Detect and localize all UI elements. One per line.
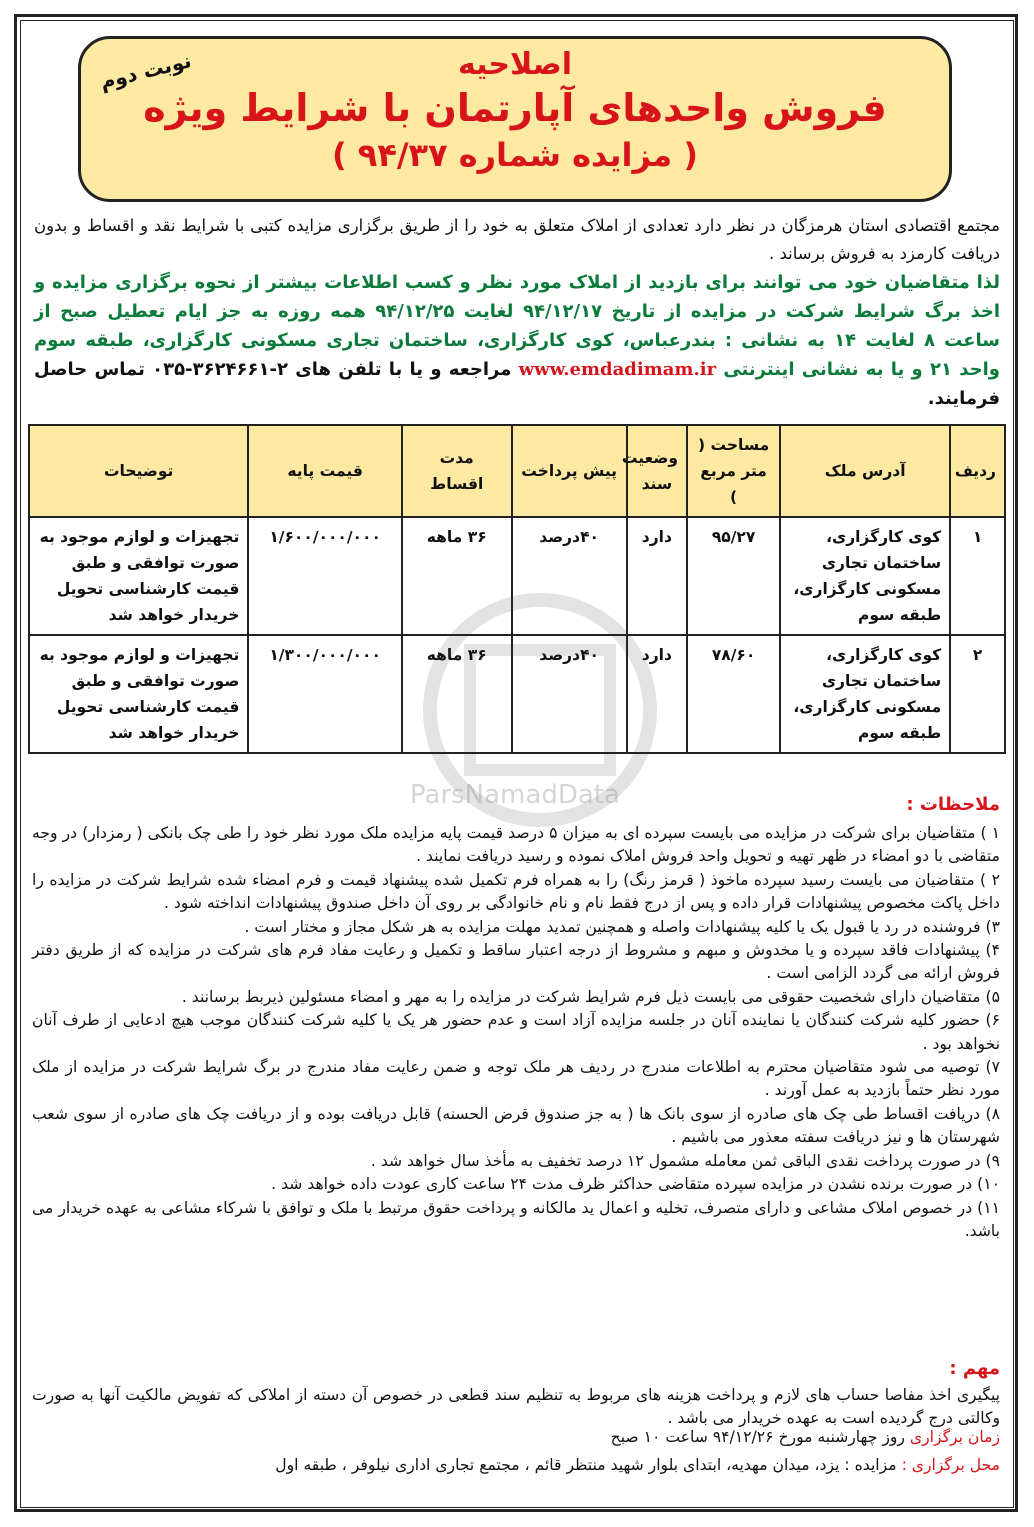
cell-prepayment: ۴۰درصد [512, 517, 627, 635]
cell-address: کوی کارگزاری، ساختمان تجاری مسکونی کارگزاری، طبقه سوم [780, 635, 950, 753]
note-item: ۵) متقاضیان دارای شخصیت حقوقی می بایست ذیل فرم شرایط شرکت در مزایده را به مهر و امضاء مسئولین ذیربط برسانند . [181, 987, 1000, 1006]
cell-notes: تجهیزات و لوازم موجود به صورت توافقی و طبق قیمت کارشناسی تحویل خریدار خواهد شد [29, 635, 248, 753]
note-item: ۲ ) متقاضیان می بایست رسید سپرده ماخوذ ( قرمز رنگ) را به همراه فرم تکمیل شده پیشنهاد قیمت و فرم امضاء شده شرایط شرکت در مزایده را داخل پاکت مخصوص پیشنهادات قرار داده و پس از درج فقط نام و نام خانوادگی بر روی آن داخل صندوق پیشنهادات انداخته شود . [32, 870, 1000, 913]
header-row-number: ردیف [950, 425, 1005, 517]
note-item: ۹) در صورت پرداخت نقدی الباقی ثمن معامله مشمول ۱۲ درصد تخفیف به مأخذ سال خواهد شد . [370, 1151, 1000, 1170]
header-title-main: فروش واحدهای آپارتمان با شرایط ویژه [143, 86, 887, 130]
note-item: ۸) دریافت اقساط طی چک های صادره از سوی بانک ها ( به جز صندوق قرض الحسنه) قابل دریافت بوده و از دریافت چک های صادره از سوی شعب شهرستان ها و نیز دریافت سفته معذور می باشیم . [32, 1104, 1000, 1147]
header-auction-number: ( مزایده شماره ۹۴/۳۷ ) [332, 136, 698, 174]
round-badge: نوبت دوم [97, 48, 194, 94]
note-item: ۶) حضور کلیه شرکت کنندگان یا نماینده آنان در جلسه مزایده آزاد است و عدم حضور هر یک یا کلیه شرکت کنندگان موجب هیچ ادعایی از طرف آنان نخواهد بود . [32, 1011, 1000, 1053]
important-title: مهم : [949, 1358, 1000, 1379]
cell-base-price: ۱/۳۰۰/۰۰۰/۰۰۰ [248, 635, 402, 753]
header-base-price: قیمت پایه [248, 425, 402, 517]
note-item: ۱۱) در خصوص املاک مشاعی و دارای متصرف، تخلیه و اعمال ید مالکانه و پرداخت حقوق مرتبط با ملک و توافق با شرکاء مشاعی به عهده خریدار می باشد. [32, 1198, 1000, 1240]
visit-info-paragraph [34, 268, 1000, 413]
cell-area: ۹۵/۲۷ [687, 517, 780, 635]
cell-prepayment: ۴۰درصد [512, 635, 627, 753]
cell-row-number: ۲ [950, 635, 1005, 753]
cell-notes: تجهیزات و لوازم موجود به صورت توافقی و طبق قیمت کارشناسی تحویل خریدار خواهد شد [29, 517, 248, 635]
note-item: ۱۰) در صورت برنده نشدن در مزایده سپرده متقاضی حداکثر ظرف مدت ۲۴ ساعت کاری عودت داده خواهد شد . [271, 1175, 1000, 1194]
watermark-text: ParsNamadData [410, 780, 620, 810]
header-banner [78, 36, 952, 202]
cell-installment-term: ۳۶ ماهه [402, 635, 512, 753]
contact-text: مراجعه و یا با تلفن های ۲-۳۶۲۴۶۶۱-۰۳۵ تماس حاصل فرمایند. [34, 359, 1000, 409]
cell-document-status: دارد [627, 517, 687, 635]
note-item: ۳) فروشنده در رد یا قبول یک یا کلیه پیشنهادات واصله و همچنین تمدید مهلت مزایده به هر شکل مجاز و مختار است . [244, 917, 1000, 936]
cell-base-price: ۱/۶۰۰/۰۰۰/۰۰۰ [248, 517, 402, 635]
auction-place-value: مزایده : یزد، میدان مهدیه، ابتدای بلوار شهید منتظر قائم ، مجتمع تجاری اداری نیلوفر ، طبقه اول [275, 1456, 897, 1474]
note-item: ۴) پیشنهادات فاقد سپرده و یا مخدوش و مبهم و مشروط از درجه اعتبار ساقط و تکمیل و رعایت مفاد فرم های شرکت در مزایده که از طریق دفتر فروش ارائه می گردد الزامی است . [32, 941, 1000, 983]
important-text: پیگیری اخذ مفاصا حساب های لازم و پرداخت هزینه های مربوط به تنظیم سند قطعی در خصوص آن دسته از املاکی که تفویض مالکیت آنها به صورت وکالتی درج گردیده است به عهده خریدار می باشد . [32, 1386, 1000, 1428]
website-link[interactable]: www.emdadimam.ir [518, 359, 717, 380]
cell-installment-term: ۳۶ ماهه [402, 517, 512, 635]
header-title-amendment: اصلاحیه [457, 47, 573, 82]
cell-area: ۷۸/۶۰ [687, 635, 780, 753]
cell-document-status: دارد [627, 635, 687, 753]
table-header-row [29, 425, 1005, 517]
note-item: ۷) توصیه می شود متقاضیان محترم به اطلاعات مندرج در ردیف هر ملک توجه و ضمن رعایت مفاد مندرج در برگ شرایط شرکت در مزایده از ملک مورد نظر حتماً بازدید به عمل آورند . [32, 1058, 1000, 1100]
auction-time [611, 1428, 1000, 1446]
header-installment-term: مدت اقساط [402, 425, 512, 517]
table-row [29, 517, 1005, 635]
auction-time-value: روز چهارشنبه مورخ ۹۴/۱۲/۲۶ ساعت ۱۰ صبح [610, 1428, 905, 1446]
auction-time-label: زمان برگزاری [909, 1428, 1000, 1446]
auction-place-label: محل برگزاری : [901, 1456, 1000, 1474]
cell-address: کوی کارگزاری، ساختمان تجاری مسکونی کارگزاری، طبقه سوم [780, 517, 950, 635]
visit-info-text: لذا متقاضیان خود می توانند برای بازدید از املاک مورد نظر و کسب اطلاعات بیشتر از نحوه برگزاری مزایده و اخذ برگ شرایط شرکت در مزایده از تاریخ ۹۴/۱۲/۱۷ لغایت ۹۴/۱۲/۲۵ همه روزه به جز ایام تعطیل صبح از ساعت ۸ لغایت ۱۴ به نشانی : بندرعباس، کوی کارگزاری، ساختمان تجاری مسکونی کارگزاری، طبقه سوم واحد ۲۱ و یا به نشانی اینترنتی [34, 272, 1000, 380]
table-row [29, 635, 1005, 753]
header-prepayment: پیش پرداخت [512, 425, 627, 517]
note-item: ۱ ) متقاضیان برای شرکت در مزایده می بایست سپرده ای به میزان ۵ درصد قیمت پایه مزایده ملک مورد نظر خود را طی چک بانکی ( رمزدار) در وجه متقاضی با دو امضاء در ظهر تهیه و تحویل واحد فروش املاک نموده و رسید دریافت نمایند . [32, 824, 1000, 866]
cell-row-number: ۱ [950, 517, 1005, 635]
header-document-status: وضعیت سند [627, 425, 687, 517]
intro-paragraph: مجتمع اقتصادی استان هرمزگان در نظر دارد تعدادی از املاک متعلق به خود را از طریق برگزاری مزایده کتبی با شرایط نقد و اقساط و بدون دریافت کارمزد به فروش برساند . [34, 216, 1000, 263]
header-area: مساحت ( متر مربع ) [687, 425, 780, 517]
properties-table [28, 424, 1006, 754]
notes-list [32, 822, 1000, 1243]
notes-title: ملاحظات : [906, 794, 1000, 815]
auction-place [275, 1456, 1000, 1474]
header-notes: توضیحات [29, 425, 248, 517]
header-address: آدرس ملک [780, 425, 950, 517]
